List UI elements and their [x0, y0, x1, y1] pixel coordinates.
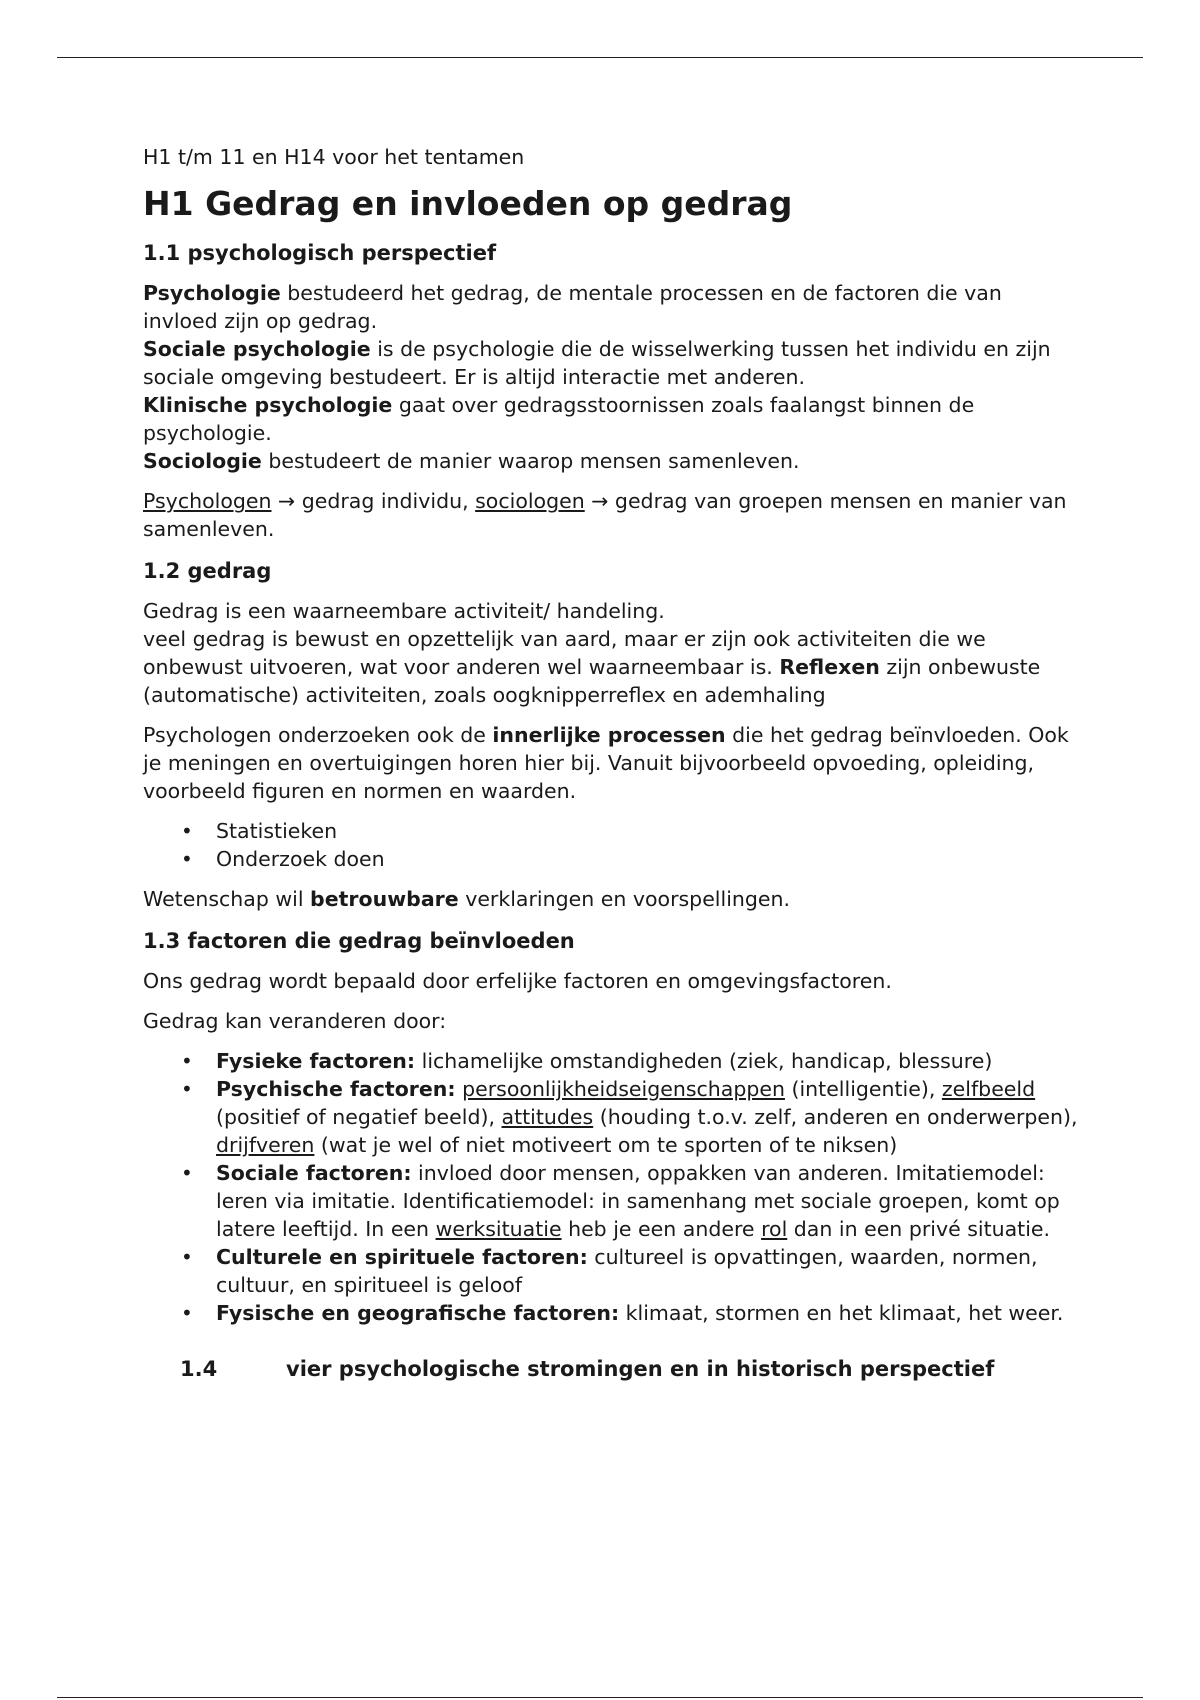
factor-text: heb je een andere	[561, 1217, 762, 1241]
term-klinische-psychologie: Klinische psychologie	[143, 393, 393, 417]
document-body	[143, 143, 1083, 1383]
def-sociologie: bestudeert de manier waarop mensen samenleven.	[261, 449, 800, 473]
innerlijke-start: Psychologen onderzoeken ook de	[143, 723, 493, 747]
innerlijke-end: die het gedrag beïnvloeden. Ook je meningen en overtuigingen horen hier bij. Vanuit bijvoorbeeld opvoeding, opleiding, voorbeeld figuren en normen en waarden.	[143, 723, 1069, 803]
psychologen-term: Psychologen	[143, 489, 272, 513]
list-item-text: Statistieken	[216, 819, 338, 843]
section-title: vier psychologische stromingen en in historisch perspectief	[286, 1357, 995, 1381]
section-1-4-heading	[180, 1355, 1083, 1383]
factor-psychische	[143, 1075, 1083, 1159]
term-innerlijke-processen: innerlijke processen	[492, 723, 726, 747]
term-psychologie: Psychologie	[143, 281, 281, 305]
bullet-icon: •	[181, 819, 193, 843]
gedrag-line-2: veel gedrag is bewust en opzettelijk van aard, maar er zijn ook activiteiten die we onbewust uitvoeren, wat voor anderen wel waarneembaar is.	[143, 627, 986, 679]
term-drijfveren: drijfveren	[216, 1133, 315, 1157]
factor-term: Psychische factoren:	[216, 1077, 456, 1101]
header-rule	[57, 57, 1143, 58]
term-persoonlijkheid: persoonlijkheidseigenschappen	[462, 1077, 785, 1101]
wetenschap-start: Wetenschap wil	[143, 887, 311, 911]
factor-term: Sociale factoren:	[216, 1161, 412, 1185]
erfelijk-paragraph: Ons gedrag wordt bepaald door erfelijke factoren en omgevingsfactoren.	[143, 969, 892, 993]
bullet-icon: •	[181, 1077, 193, 1101]
factors-list	[143, 1047, 1083, 1327]
term-werksituatie: werksituatie	[435, 1217, 562, 1241]
research-list	[143, 817, 1083, 873]
factor-term: Culturele en spirituele factoren:	[216, 1245, 588, 1269]
gedrag-paragraph	[143, 597, 1083, 709]
factor-text: (positief of negatief beeld),	[216, 1105, 502, 1129]
factor-text: invloed door mensen, oppakken van anderen. Imitatiemodel: leren via imitatie. Identificatiemodel: in samenhang met sociale groepen, komt op latere leeftijd. In een	[216, 1161, 1060, 1241]
factor-text: (wat je wel of niet motiveert om te sporten of te niksen)	[314, 1133, 898, 1157]
bullet-icon: •	[181, 1049, 193, 1073]
factor-fysische	[143, 1299, 1083, 1327]
list-item	[143, 817, 1083, 845]
intro-line: H1 t/m 11 en H14 voor het tentamen	[143, 145, 525, 169]
term-rol: rol	[761, 1217, 788, 1241]
factor-text: cultureel is opvattingen, waarden, normen, cultuur, en spiritueel is geloof	[216, 1245, 1038, 1297]
comparison-paragraph	[143, 487, 1083, 543]
veranderen-paragraph: Gedrag kan veranderen door:	[143, 1009, 447, 1033]
term-sociale-psychologie: Sociale psychologie	[143, 337, 371, 361]
wetenschap-end: verklaringen en voorspellingen.	[458, 887, 791, 911]
term-sociologie: Sociologie	[143, 449, 262, 473]
bullet-icon: •	[181, 1245, 193, 1269]
section-1-3-heading: 1.3 factoren die gedrag beïnvloeden	[143, 929, 575, 953]
bullet-icon: •	[181, 847, 193, 871]
def-psychologie: bestudeerd het gedrag, de mentale processen en de factoren die van invloed zijn op gedrag.	[143, 281, 1002, 333]
sociologen-text: → gedrag van groepen mensen en manier van samenleven.	[143, 489, 1067, 541]
factor-sociale	[143, 1159, 1083, 1243]
factor-text: dan in een privé situatie.	[787, 1217, 1051, 1241]
factor-text: klimaat, stormen en het klimaat, het weer.	[619, 1301, 1064, 1325]
list-item-text: Onderzoek doen	[216, 847, 385, 871]
section-number: 1.4	[180, 1357, 218, 1381]
wetenschap-paragraph	[143, 885, 1083, 913]
section-1-2-heading: 1.2 gedrag	[143, 559, 272, 583]
def-klinische-psychologie: gaat over gedragsstoornissen zoals faalangst binnen de psychologie.	[143, 393, 975, 445]
term-attitudes: attitudes	[501, 1105, 594, 1129]
term-reflexen: Reflexen	[779, 655, 880, 679]
term-betrouwbare: betrouwbare	[310, 887, 459, 911]
list-item	[143, 845, 1083, 873]
definitions-paragraph	[143, 279, 1083, 475]
chapter-title: H1 Gedrag en invloeden op gedrag	[143, 184, 793, 223]
footer-rule	[57, 1697, 1143, 1698]
gedrag-line-2-end: zijn onbewuste (automatische) activiteiten, zoals oogknipperreflex en ademhaling	[143, 655, 1041, 707]
gedrag-line-1: Gedrag is een waarneembare activiteit/ handeling.	[143, 599, 665, 623]
factor-text: lichamelijke omstandigheden (ziek, handicap, blessure)	[415, 1049, 993, 1073]
factor-text: (houding t.o.v. zelf, anderen en onderwerpen),	[593, 1105, 1078, 1129]
psychologen-text: → gedrag individu,	[271, 489, 476, 513]
term-zelfbeeld: zelfbeeld	[941, 1077, 1036, 1101]
section-1-1-heading: 1.1 psychologisch perspectief	[143, 241, 497, 265]
factor-fysieke	[143, 1047, 1083, 1075]
bullet-icon: •	[181, 1301, 193, 1325]
def-sociale-psychologie: is de psychologie die de wisselwerking tussen het individu en zijn sociale omgeving bestudeert. Er is altijd interactie met anderen.	[143, 337, 1051, 389]
factor-text: (intelligentie),	[784, 1077, 942, 1101]
factor-term: Fysieke factoren:	[216, 1049, 416, 1073]
innerlijke-paragraph	[143, 721, 1083, 805]
bullet-icon: •	[181, 1161, 193, 1185]
factor-culturele	[143, 1243, 1083, 1299]
factor-term: Fysische en geografische factoren:	[216, 1301, 620, 1325]
sociologen-term: sociologen	[475, 489, 585, 513]
